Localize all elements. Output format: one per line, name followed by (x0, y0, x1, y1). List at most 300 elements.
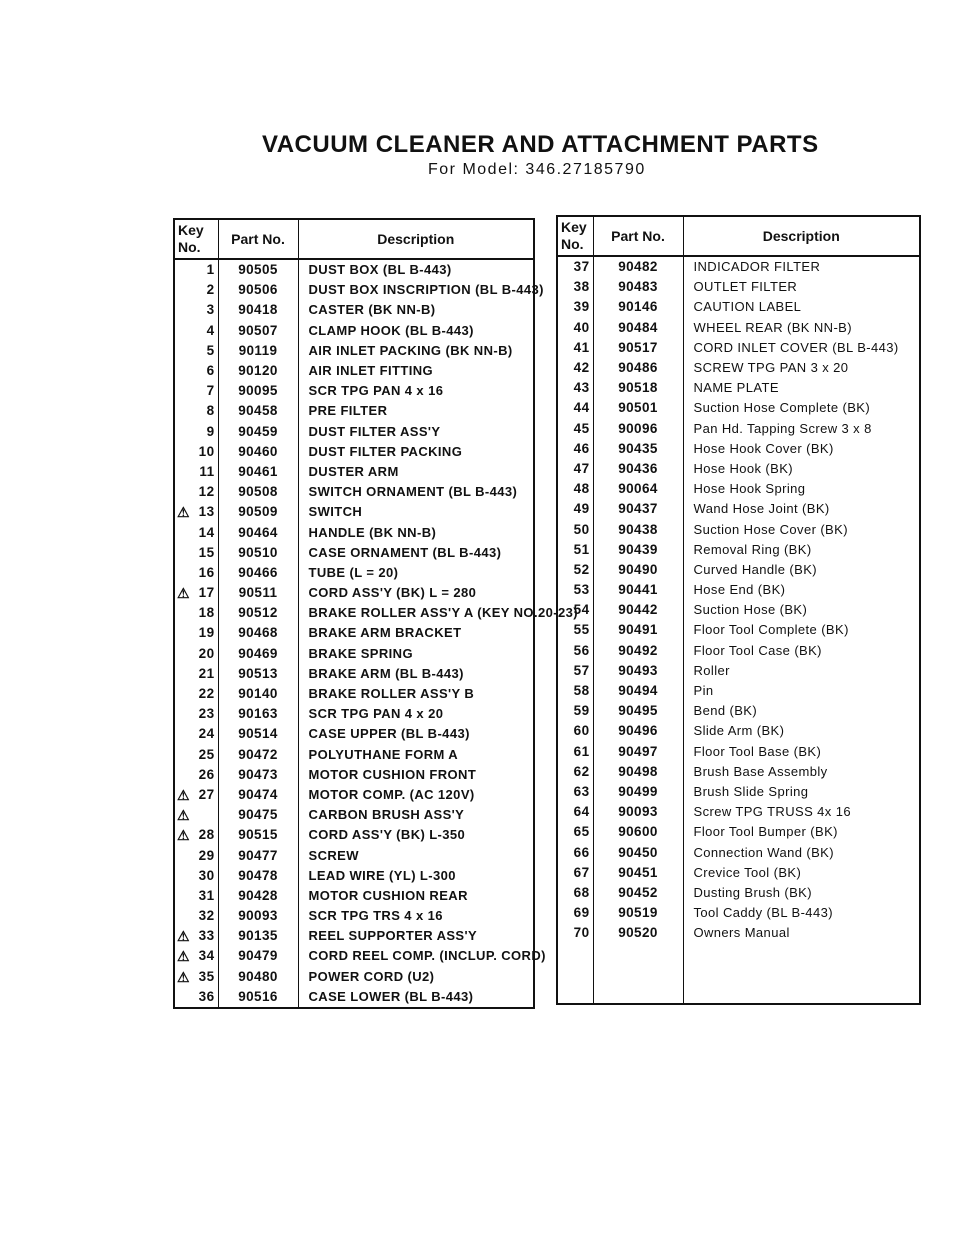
part-number: 90514 (218, 724, 298, 744)
part-description: Suction Hose (BK) (693, 602, 808, 618)
part-no-header: Part No. (593, 216, 683, 256)
key-number: 66 (557, 842, 593, 862)
warning-triangle-icon: ⚠ (177, 968, 190, 985)
part-description: Roller (693, 662, 730, 678)
table-row (174, 502, 534, 522)
table-row (557, 721, 920, 741)
part-number: 90461 (218, 462, 298, 482)
key-number: 8 (174, 401, 218, 421)
table-row (174, 866, 534, 886)
part-number: 90436 (593, 459, 683, 479)
key-number: 52 (557, 560, 593, 580)
warning-triangle-icon: ⚠ (177, 928, 190, 945)
key-number: ⚠ 35 (174, 967, 218, 987)
key-number: ⚠ 27 (174, 785, 218, 805)
part-description: Hose Hook (BK) (693, 460, 794, 476)
warning-triangle-icon: ⚠ (177, 827, 190, 844)
part-description: Hose Hook Cover (BK) (693, 440, 834, 456)
part-description: Connection Wand (BK) (693, 844, 834, 860)
key-no-header: Key No. (557, 216, 593, 256)
part-description: Suction Hose Complete (BK) (693, 400, 871, 416)
key-number: 44 (557, 398, 593, 418)
key-number: 32 (174, 906, 218, 926)
part-number: 90483 (593, 277, 683, 297)
table-row (557, 459, 920, 479)
part-description: DUSTER ARM (308, 463, 399, 479)
key-number: 48 (557, 479, 593, 499)
part-number: 90095 (218, 381, 298, 401)
part-number: 90513 (218, 664, 298, 684)
key-number: 51 (557, 540, 593, 560)
part-description: TUBE (L = 20) (308, 564, 399, 580)
part-number: 90511 (218, 583, 298, 603)
table-row (174, 825, 534, 845)
part-number: 90135 (218, 926, 298, 946)
table-row (174, 967, 534, 987)
part-number: 90495 (593, 701, 683, 721)
part-description: Owners Manual (693, 925, 790, 941)
key-number: 22 (174, 684, 218, 704)
key-number: 62 (557, 762, 593, 782)
part-number: 90437 (593, 499, 683, 519)
key-number: 3 (174, 300, 218, 320)
part-number: 90480 (218, 967, 298, 987)
part-description: Slide Arm (BK) (693, 723, 785, 739)
part-description: LEAD WIRE (YL) L-300 (308, 867, 456, 883)
part-number: 90509 (218, 502, 298, 522)
part-number: 90464 (218, 522, 298, 542)
part-number: 90486 (593, 358, 683, 378)
part-description: CARBON BRUSH ASS'Y (308, 807, 465, 823)
part-description: AIR INLET PACKING (BK NN-B) (308, 342, 513, 358)
part-number: 90517 (593, 338, 683, 358)
table-row (174, 623, 534, 643)
part-number: 90492 (593, 641, 683, 661)
key-number: 5 (174, 341, 218, 361)
part-number: 90516 (218, 987, 298, 1008)
part-number: 90064 (593, 479, 683, 499)
key-number: 54 (557, 600, 593, 620)
part-number: 90494 (593, 681, 683, 701)
key-number: 69 (557, 903, 593, 923)
part-description: OUTLET FILTER (693, 279, 798, 295)
table-row (557, 842, 920, 862)
key-number: 31 (174, 886, 218, 906)
parts-table-left (173, 218, 578, 1009)
table-row (557, 479, 920, 499)
part-number: 90450 (593, 842, 683, 862)
table-row (557, 923, 920, 943)
part-number: 90512 (218, 603, 298, 623)
part-description: Hose Hook Spring (693, 481, 806, 497)
part-description: Dusting Brush (BK) (693, 884, 812, 900)
table-row (174, 361, 534, 381)
part-description: BRAKE ROLLER ASS'Y B (308, 686, 475, 702)
key-number: 63 (557, 782, 593, 802)
part-number: 90505 (218, 259, 298, 280)
part-number: 90501 (593, 398, 683, 418)
key-number: 49 (557, 499, 593, 519)
table-row (174, 522, 534, 542)
key-number: 68 (557, 883, 593, 903)
part-description: SWITCH (308, 504, 363, 520)
part-number: 90474 (218, 785, 298, 805)
table-row (557, 318, 920, 338)
key-number: 36 (174, 987, 218, 1008)
key-number: 19 (174, 623, 218, 643)
part-description: CASE LOWER (BL B-443) (308, 988, 474, 1004)
part-number: 90435 (593, 439, 683, 459)
key-number: 29 (174, 845, 218, 865)
part-number: 90459 (218, 422, 298, 442)
key-number: 40 (557, 318, 593, 338)
part-description: Floor Tool Case (BK) (693, 642, 822, 658)
part-description: SCREW TPG PAN 3 x 20 (693, 360, 849, 376)
table-row (557, 419, 920, 439)
part-description: DUST BOX INSCRIPTION (BL B-443) (308, 282, 544, 298)
table-row (557, 378, 920, 398)
part-description: CLAMP HOOK (BL B-443) (308, 322, 474, 338)
part-description: DUST BOX (BL B-443) (308, 262, 452, 278)
part-description: CASE ORNAMENT (BL B-443) (308, 544, 502, 560)
part-number: 90510 (218, 543, 298, 563)
key-number: 53 (557, 580, 593, 600)
part-number: 90428 (218, 886, 298, 906)
key-number: 21 (174, 664, 218, 684)
table-row (174, 583, 534, 603)
table-row (557, 338, 920, 358)
part-number: 90146 (593, 297, 683, 317)
key-number: ⚠ 33 (174, 926, 218, 946)
part-number: 90515 (218, 825, 298, 845)
part-description: Suction Hose Cover (BK) (693, 521, 848, 537)
table-row (557, 661, 920, 681)
part-number: 90518 (593, 378, 683, 398)
part-number: 90482 (593, 256, 683, 277)
key-number: ⚠ 28 (174, 825, 218, 845)
table-row (557, 782, 920, 802)
warning-triangle-icon: ⚠ (177, 807, 190, 824)
part-description: CORD ASS'Y (BK) L = 280 (308, 585, 477, 601)
part-description: Floor Tool Bumper (BK) (693, 824, 838, 840)
description-header: Description (298, 219, 534, 259)
part-description: Screw TPG TRUSS 4x 16 (693, 804, 851, 820)
part-number: 90469 (218, 644, 298, 664)
table-row (557, 742, 920, 762)
part-number: 90478 (218, 866, 298, 886)
part-number: 90460 (218, 442, 298, 462)
key-number: 46 (557, 439, 593, 459)
part-description: SCR TPG PAN 4 x 20 (308, 706, 444, 722)
key-number: 18 (174, 603, 218, 623)
table-row (174, 482, 534, 502)
part-number: 90096 (593, 419, 683, 439)
key-number: 58 (557, 681, 593, 701)
table-row (174, 300, 534, 320)
table-row (174, 603, 534, 623)
part-number: 90496 (593, 721, 683, 741)
key-number: ⚠ 17 (174, 583, 218, 603)
key-number: 59 (557, 701, 593, 721)
table-row (557, 439, 920, 459)
part-number: 90468 (218, 623, 298, 643)
part-number: 90120 (218, 361, 298, 381)
key-number: 6 (174, 361, 218, 381)
table-row (174, 280, 534, 300)
part-number: 90498 (593, 762, 683, 782)
key-number: 43 (557, 378, 593, 398)
key-number: 9 (174, 422, 218, 442)
table-row (174, 644, 534, 664)
part-description: SCR TPG PAN 4 x 16 (308, 383, 444, 399)
key-number: 20 (174, 644, 218, 664)
part-description: Pan Hd. Tapping Screw 3 x 8 (693, 420, 872, 436)
table-row (557, 499, 920, 519)
table-row (557, 256, 920, 277)
table-row (174, 785, 534, 805)
part-description: Curved Handle (BK) (693, 561, 818, 577)
part-description: CORD REEL COMP. (INCLUP. CORD) (308, 948, 546, 964)
part-description: BRAKE ARM (BL B-443) (308, 665, 464, 681)
table-row (557, 641, 920, 661)
part-description: CASTER (BK NN-B) (308, 302, 436, 318)
part-description: CORD ASS'Y (BK) L-350 (308, 827, 466, 843)
table-row (174, 684, 534, 704)
key-number: 67 (557, 863, 593, 883)
table-row (174, 704, 534, 724)
part-number: 90497 (593, 742, 683, 762)
part-description: CASE UPPER (BL B-443) (308, 726, 470, 742)
key-number: 11 (174, 462, 218, 482)
warning-triangle-icon: ⚠ (177, 504, 190, 521)
part-number: 90472 (218, 745, 298, 765)
part-number: 90442 (593, 600, 683, 620)
table-row (174, 946, 534, 966)
model-subtitle: For Model: 346.27185790 (428, 161, 646, 178)
key-number: 23 (174, 704, 218, 724)
part-description: Brush Slide Spring (693, 783, 809, 799)
description-header: Description (683, 216, 920, 256)
table-row (557, 277, 920, 297)
part-number: 90475 (218, 805, 298, 825)
table-row (557, 681, 920, 701)
part-description: SWITCH ORNAMENT (BL B-443) (308, 484, 518, 500)
key-number: 4 (174, 321, 218, 341)
key-number: 38 (557, 277, 593, 297)
key-number (174, 805, 218, 825)
part-description: Bend (BK) (693, 703, 758, 719)
empty-row (557, 943, 920, 1004)
key-number: 64 (557, 802, 593, 822)
key-number: ⚠ 34 (174, 946, 218, 966)
key-number: 61 (557, 742, 593, 762)
key-number: 39 (557, 297, 593, 317)
part-number: 90520 (593, 923, 683, 943)
part-number: 90499 (593, 782, 683, 802)
part-number: 90119 (218, 341, 298, 361)
part-description: DUST FILTER PACKING (308, 443, 463, 459)
part-description: Pin (693, 683, 714, 699)
table-row (174, 765, 534, 785)
part-number: 90506 (218, 280, 298, 300)
table-row (174, 381, 534, 401)
table-row (557, 398, 920, 418)
part-description: SCREW (308, 847, 359, 863)
part-number: 90507 (218, 321, 298, 341)
part-number: 90491 (593, 620, 683, 640)
table-row (557, 822, 920, 842)
part-no-header: Part No. (218, 219, 298, 259)
parts-table-right (556, 215, 921, 1005)
part-number: 90477 (218, 845, 298, 865)
warning-triangle-icon: ⚠ (177, 786, 190, 803)
part-number: 90418 (218, 300, 298, 320)
table-row (174, 845, 534, 865)
table-row (174, 321, 534, 341)
key-number: 42 (557, 358, 593, 378)
key-number: 60 (557, 721, 593, 741)
table-row (557, 297, 920, 317)
table-row (174, 724, 534, 744)
table-row (557, 620, 920, 640)
part-description: MOTOR COMP. (AC 120V) (308, 786, 475, 802)
part-description: BRAKE ARM BRACKET (308, 625, 462, 641)
key-number: 12 (174, 482, 218, 502)
part-description: POWER CORD (U2) (308, 968, 435, 984)
table-row (174, 664, 534, 684)
table-row (557, 802, 920, 822)
key-number: ⚠ 13 (174, 502, 218, 522)
part-description: MOTOR CUSHION FRONT (308, 766, 477, 782)
key-number: 41 (557, 338, 593, 358)
part-description: Floor Tool Base (BK) (693, 743, 822, 759)
part-number: 90140 (218, 684, 298, 704)
part-number: 90484 (593, 318, 683, 338)
table-row (557, 701, 920, 721)
table-row (174, 987, 534, 1008)
key-number: 47 (557, 459, 593, 479)
table-row (557, 580, 920, 600)
part-number: 90093 (218, 906, 298, 926)
key-number: 50 (557, 519, 593, 539)
key-number: 57 (557, 661, 593, 681)
part-description: NAME PLATE (693, 380, 779, 396)
part-number: 90452 (593, 883, 683, 903)
part-description: POLYUTHANE FORM A (308, 746, 459, 762)
table-row (174, 442, 534, 462)
part-number: 90438 (593, 519, 683, 539)
part-description: CAUTION LABEL (693, 299, 802, 315)
part-number: 90473 (218, 765, 298, 785)
part-description: SCR TPG TRS 4 x 16 (308, 908, 443, 924)
part-description: Removal Ring (BK) (693, 541, 812, 557)
table-row (174, 401, 534, 421)
part-number: 90479 (218, 946, 298, 966)
part-description: CORD INLET COVER (BL B-443) (693, 339, 899, 355)
table-row (174, 543, 534, 563)
table-row (557, 519, 920, 539)
part-number: 90493 (593, 661, 683, 681)
part-description: INDICADOR FILTER (693, 259, 821, 275)
part-description: DUST FILTER ASS'Y (308, 423, 441, 439)
part-description: WHEEL REAR (BK NN-B) (693, 319, 852, 335)
table-row (174, 259, 534, 280)
part-description: Wand Hose Joint (BK) (693, 501, 830, 517)
table-row (174, 926, 534, 946)
part-description: Tool Caddy (BL B-443) (693, 905, 833, 921)
key-number: 2 (174, 280, 218, 300)
table-row (557, 560, 920, 580)
key-number: 45 (557, 419, 593, 439)
table-row (557, 540, 920, 560)
table-row (174, 462, 534, 482)
table-row (557, 600, 920, 620)
table-row (174, 906, 534, 926)
table-row (174, 422, 534, 442)
warning-triangle-icon: ⚠ (177, 948, 190, 965)
part-number: 90490 (593, 560, 683, 580)
key-number: 16 (174, 563, 218, 583)
key-number: 65 (557, 822, 593, 842)
part-number: 90508 (218, 482, 298, 502)
key-number: 30 (174, 866, 218, 886)
key-number: 70 (557, 923, 593, 943)
key-number: 14 (174, 522, 218, 542)
part-number: 90441 (593, 580, 683, 600)
key-number: 26 (174, 765, 218, 785)
table-row (174, 805, 534, 825)
key-no-header: Key No. (174, 219, 218, 259)
part-number: 90093 (593, 802, 683, 822)
key-number: 24 (174, 724, 218, 744)
table-row (557, 762, 920, 782)
part-description: Crevice Tool (BK) (693, 864, 802, 880)
part-description: HANDLE (BK NN-B) (308, 524, 437, 540)
part-number: 90519 (593, 903, 683, 923)
table-row (174, 886, 534, 906)
part-description: BRAKE SPRING (308, 645, 413, 661)
part-number: 90439 (593, 540, 683, 560)
table-row (174, 341, 534, 361)
table-row (557, 863, 920, 883)
part-description: Floor Tool Complete (BK) (693, 622, 849, 638)
part-number: 90466 (218, 563, 298, 583)
table-row (557, 883, 920, 903)
page-title: VACUUM CLEANER AND ATTACHMENT PARTS (262, 131, 819, 158)
part-description: BRAKE ROLLER ASS'Y A (KEY NO.20-23) (308, 605, 578, 621)
part-description: PRE FILTER (308, 403, 388, 419)
part-number: 90600 (593, 822, 683, 842)
part-description: REEL SUPPORTER ASS'Y (308, 928, 478, 944)
key-number: 55 (557, 620, 593, 640)
part-number: 90451 (593, 863, 683, 883)
key-number: 25 (174, 745, 218, 765)
part-description: Hose End (BK) (693, 582, 786, 598)
part-number: 90458 (218, 401, 298, 421)
part-description: MOTOR CUSHION REAR (308, 887, 468, 903)
table-row (174, 745, 534, 765)
part-number: 90163 (218, 704, 298, 724)
key-number: 1 (174, 259, 218, 280)
warning-triangle-icon: ⚠ (177, 585, 190, 602)
part-description: Brush Base Assembly (693, 763, 828, 779)
table-row (557, 358, 920, 378)
key-number: 10 (174, 442, 218, 462)
key-number: 15 (174, 543, 218, 563)
table-row (557, 903, 920, 923)
key-number: 7 (174, 381, 218, 401)
table-row (174, 563, 534, 583)
